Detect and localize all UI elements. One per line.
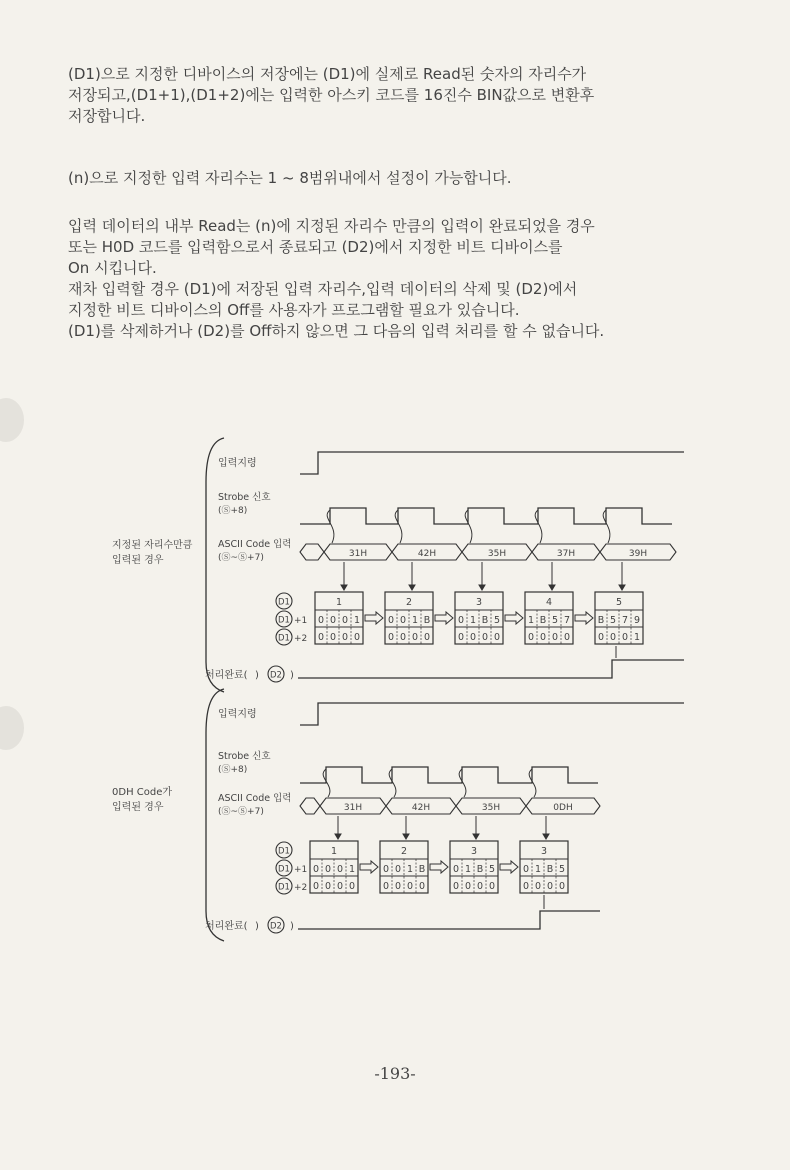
register-data-high: 0 bbox=[382, 881, 390, 892]
input-command-label: 입력지령 bbox=[218, 709, 257, 720]
register-count-value: 2 bbox=[405, 597, 413, 608]
ascii-code-value: 39H bbox=[628, 549, 648, 559]
text-line: 저장합니다. bbox=[68, 107, 146, 125]
completion-d2-marker-label: D2 bbox=[270, 670, 282, 681]
register-box bbox=[385, 592, 433, 644]
register-data-high: 0 bbox=[336, 881, 344, 892]
ascii-label: ASCII Code 입력 bbox=[218, 539, 292, 550]
strobe-label: Strobe 신호 bbox=[218, 751, 271, 762]
completion-signal bbox=[298, 911, 600, 929]
register-data-high: 0 bbox=[423, 632, 431, 643]
ascii-code-value: 35H bbox=[487, 549, 507, 559]
register-data-high: 0 bbox=[469, 632, 477, 643]
register-d1-plus2-marker-label: D1 bbox=[278, 633, 290, 644]
register-data-high: 0 bbox=[621, 632, 629, 643]
register-data-high: 0 bbox=[597, 632, 605, 643]
register-data-high: 0 bbox=[329, 632, 337, 643]
register-d1-plus1-marker-label: D1 bbox=[278, 864, 290, 875]
latch-arrow-head bbox=[543, 834, 549, 839]
register-count-value: 3 bbox=[540, 846, 548, 857]
register-box bbox=[455, 592, 503, 644]
register-data-high: 0 bbox=[341, 632, 349, 643]
strobe-device-label: (Ⓢ+8) bbox=[218, 506, 248, 516]
completion-label: ) bbox=[255, 670, 259, 681]
register-count-value: 1 bbox=[335, 597, 343, 608]
completion-label: 처리완료( bbox=[205, 921, 248, 932]
latch-arrow-head bbox=[479, 585, 485, 590]
ascii-code-value: 35H bbox=[481, 803, 501, 813]
shift-arrow bbox=[360, 861, 378, 873]
completion-d2-marker-label: D2 bbox=[270, 921, 282, 932]
register-data-low: 0 bbox=[452, 864, 460, 875]
register-data-low: 0 bbox=[382, 864, 390, 875]
register-data-low: B bbox=[476, 864, 484, 875]
register-data-low: B bbox=[481, 615, 489, 626]
register-data-high: 0 bbox=[551, 632, 559, 643]
completion-label-close: ) bbox=[290, 921, 294, 932]
register-data-low: 0 bbox=[336, 864, 344, 875]
strobe-signal bbox=[300, 508, 672, 524]
register-data-high: 0 bbox=[348, 881, 356, 892]
text-line: (D1)를 삭제하거나 (D2)를 Off하지 않으면 그 다음의 입력 처리를 할 수 없습니다. bbox=[68, 322, 605, 340]
register-data-high: 0 bbox=[539, 632, 547, 643]
case-label: 입력된 경우 bbox=[112, 802, 164, 813]
register-data-low: 1 bbox=[464, 864, 472, 875]
register-d1-plus2-marker-label: D1 bbox=[278, 882, 290, 893]
register-data-high: 0 bbox=[399, 632, 407, 643]
completion-signal bbox=[298, 660, 684, 678]
register-data-high: 0 bbox=[534, 881, 542, 892]
text-line: 지정한 비트 디바이스의 Off를 사용자가 프로그램할 필요가 있습니다. bbox=[68, 301, 520, 319]
register-box bbox=[450, 841, 498, 893]
shift-arrow bbox=[505, 612, 523, 624]
register-data-low: 0 bbox=[394, 864, 402, 875]
register-data-high: 0 bbox=[394, 881, 402, 892]
register-data-low: 0 bbox=[522, 864, 530, 875]
register-data-high: 0 bbox=[493, 632, 501, 643]
register-data-high: 0 bbox=[546, 881, 554, 892]
register-data-high: 0 bbox=[527, 632, 535, 643]
register-data-low: 1 bbox=[527, 615, 535, 626]
register-data-low: 1 bbox=[406, 864, 414, 875]
register-data-low: 0 bbox=[329, 615, 337, 626]
ascii-label: ASCII Code 입력 bbox=[218, 793, 292, 804]
register-data-high: 0 bbox=[464, 881, 472, 892]
register-data-low: 0 bbox=[341, 615, 349, 626]
register-data-high: 0 bbox=[522, 881, 530, 892]
register-data-high: 0 bbox=[457, 632, 465, 643]
register-data-low: 0 bbox=[317, 615, 325, 626]
shift-arrow bbox=[500, 861, 518, 873]
register-box bbox=[525, 592, 573, 644]
text-line: (D1)으로 지정한 디바이스의 저장에는 (D1)에 실제로 Read된 숫자의 자리수가 bbox=[68, 65, 587, 83]
register-data-low: 1 bbox=[411, 615, 419, 626]
register-data-high: 0 bbox=[317, 632, 325, 643]
latch-arrow-head bbox=[549, 585, 555, 590]
register-offset-label: +2 bbox=[294, 634, 308, 644]
register-data-low: B bbox=[546, 864, 554, 875]
register-data-high: 0 bbox=[324, 881, 332, 892]
register-data-low: 7 bbox=[621, 615, 629, 626]
text-line: 또는 H0D 코드를 입력함으로서 종료되고 (D2)에서 지정한 비트 디바이스를 bbox=[68, 238, 563, 256]
register-count-value: 5 bbox=[615, 597, 623, 608]
register-box bbox=[595, 592, 643, 644]
shift-arrow bbox=[575, 612, 593, 624]
register-data-low: 0 bbox=[324, 864, 332, 875]
register-data-low: 5 bbox=[488, 864, 496, 875]
register-data-low: B bbox=[423, 615, 431, 626]
completion-label: ) bbox=[255, 921, 259, 932]
case-label: 지정된 자리수만큼 bbox=[112, 540, 193, 551]
register-data-low: 5 bbox=[609, 615, 617, 626]
text-line: 재차 입력할 경우 (D1)에 저장된 입력 자리수,입력 데이터의 삭제 및 (D2)에서 bbox=[68, 280, 578, 298]
register-offset-label: +1 bbox=[294, 616, 308, 626]
strobe-signal bbox=[300, 767, 598, 783]
completion-label-close: ) bbox=[290, 670, 294, 681]
register-data-low: B bbox=[418, 864, 426, 875]
register-data-high: 0 bbox=[411, 632, 419, 643]
ascii-code-value: 31H bbox=[343, 803, 363, 813]
strobe-label: Strobe 신호 bbox=[218, 492, 271, 503]
register-data-low: B bbox=[539, 615, 547, 626]
page-number: -193- bbox=[374, 1064, 416, 1083]
register-data-high: 0 bbox=[563, 632, 571, 643]
case-label: 0DH Code가 bbox=[112, 787, 173, 798]
register-d1-marker-label: D1 bbox=[278, 846, 290, 857]
register-box bbox=[380, 841, 428, 893]
latch-arrow-head bbox=[341, 585, 347, 590]
register-data-low: 1 bbox=[534, 864, 542, 875]
register-box bbox=[315, 592, 363, 644]
shift-arrow bbox=[430, 861, 448, 873]
register-data-high: 0 bbox=[312, 881, 320, 892]
register-count-value: 2 bbox=[400, 846, 408, 857]
register-data-low: 7 bbox=[563, 615, 571, 626]
case-bracket bbox=[206, 438, 224, 692]
latch-arrow-head bbox=[335, 834, 341, 839]
register-count-value: 1 bbox=[330, 846, 338, 857]
ascii-code-value: 42H bbox=[411, 803, 431, 813]
register-data-low: 0 bbox=[399, 615, 407, 626]
register-data-high: 0 bbox=[418, 881, 426, 892]
register-data-high: 0 bbox=[452, 881, 460, 892]
input-command-signal bbox=[300, 452, 684, 474]
register-data-low: 0 bbox=[312, 864, 320, 875]
ascii-device-label: (Ⓢ~Ⓢ+7) bbox=[218, 807, 264, 817]
shift-arrow bbox=[435, 612, 453, 624]
register-d1-plus1-marker-label: D1 bbox=[278, 615, 290, 626]
register-data-high: 1 bbox=[633, 632, 641, 643]
register-count-value: 3 bbox=[470, 846, 478, 857]
text-line: On 시킵니다. bbox=[68, 259, 157, 277]
register-data-high: 0 bbox=[488, 881, 496, 892]
register-data-high: 0 bbox=[476, 881, 484, 892]
ascii-device-label: (Ⓢ~Ⓢ+7) bbox=[218, 553, 264, 563]
latch-arrow-head bbox=[473, 834, 479, 839]
register-data-low: 9 bbox=[633, 615, 641, 626]
register-data-high: 0 bbox=[406, 881, 414, 892]
case-label: 입력된 경우 bbox=[112, 555, 164, 566]
register-data-low: B bbox=[597, 615, 605, 626]
register-data-high: 0 bbox=[558, 881, 566, 892]
shift-arrow bbox=[365, 612, 383, 624]
register-data-high: 0 bbox=[353, 632, 361, 643]
text-line: 입력 데이터의 내부 Read는 (n)에 지정된 자리수 만큼의 입력이 완료되었을 경우 bbox=[68, 217, 595, 235]
latch-arrow-head bbox=[409, 585, 415, 590]
text-line: 저장되고,(D1+1),(D1+2)에는 입력한 아스키 코드를 16진수 BIN값으로 변환후 bbox=[68, 86, 595, 104]
input-command-label: 입력지령 bbox=[218, 458, 257, 469]
register-d1-marker-label: D1 bbox=[278, 597, 290, 608]
register-data-low: 0 bbox=[387, 615, 395, 626]
register-data-low: 0 bbox=[457, 615, 465, 626]
register-data-low: 1 bbox=[353, 615, 361, 626]
strobe-device-label: (Ⓢ+8) bbox=[218, 765, 248, 775]
register-data-low: 5 bbox=[551, 615, 559, 626]
register-data-low: 1 bbox=[469, 615, 477, 626]
ascii-code-value: 37H bbox=[556, 549, 576, 559]
register-box bbox=[310, 841, 358, 893]
completion-label: 처리완료( bbox=[205, 670, 248, 681]
register-box bbox=[520, 841, 568, 893]
text-line: (n)으로 지정한 입력 자리수는 1 ~ 8범위내에서 설정이 가능합니다. bbox=[68, 169, 512, 187]
ascii-code-value: 0DH bbox=[553, 803, 573, 813]
register-count-value: 4 bbox=[545, 597, 553, 608]
register-offset-label: +2 bbox=[294, 883, 308, 893]
register-data-high: 0 bbox=[387, 632, 395, 643]
register-data-high: 0 bbox=[481, 632, 489, 643]
register-offset-label: +1 bbox=[294, 865, 308, 875]
latch-arrow-head bbox=[619, 585, 625, 590]
latch-arrow-head bbox=[403, 834, 409, 839]
register-data-low: 5 bbox=[558, 864, 566, 875]
ascii-code-value: 42H bbox=[417, 549, 437, 559]
register-count-value: 3 bbox=[475, 597, 483, 608]
input-command-signal bbox=[300, 703, 684, 725]
ascii-code-value: 31H bbox=[348, 549, 368, 559]
register-data-low: 1 bbox=[348, 864, 356, 875]
register-data-high: 0 bbox=[609, 632, 617, 643]
register-data-low: 5 bbox=[493, 615, 501, 626]
